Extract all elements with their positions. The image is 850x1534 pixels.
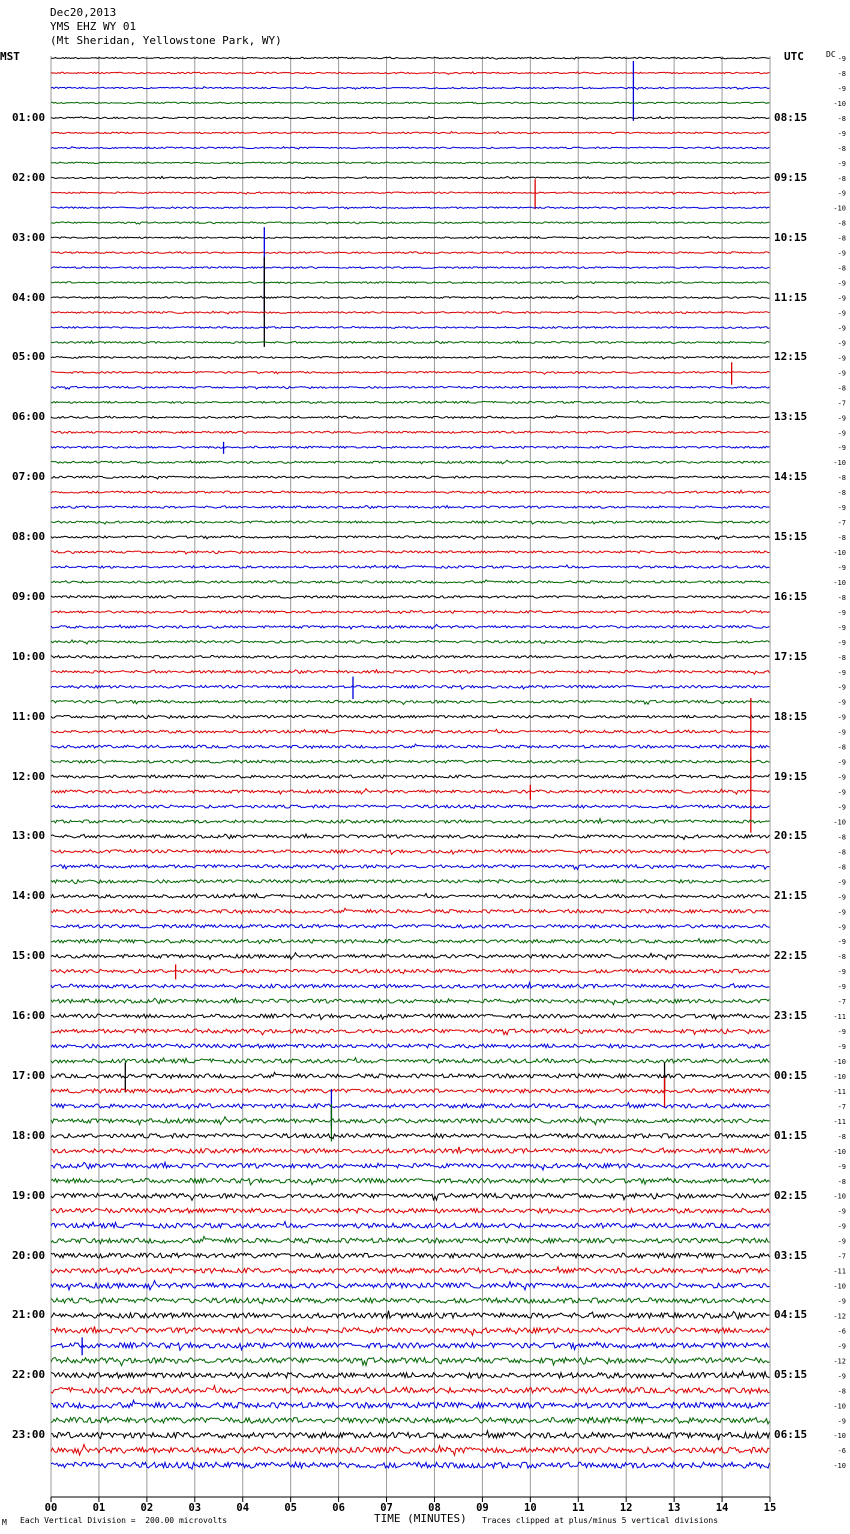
- dc-offset-20: -9: [837, 354, 846, 363]
- dc-offset-9: -9: [837, 189, 846, 198]
- dc-offset-44: -9: [837, 713, 846, 722]
- seismic-trace-20: [51, 357, 770, 360]
- seismic-trace-45: [51, 729, 770, 733]
- dc-offset-26: -9: [837, 444, 846, 453]
- dc-offset-62: -9: [837, 983, 846, 992]
- right-hour-label: 19:15: [774, 769, 808, 783]
- seismic-trace-63: [51, 998, 770, 1005]
- seismic-trace-35: [51, 580, 770, 584]
- seismic-trace-47: [51, 760, 770, 763]
- left-hour-label: 07:00: [12, 470, 46, 484]
- dc-offset-0: -9: [837, 55, 846, 63]
- dc-offset-64: -11: [833, 1013, 846, 1022]
- dc-offset-22: -8: [837, 384, 846, 393]
- dc-offset-52: -8: [837, 833, 846, 842]
- seismic-trace-25: [51, 431, 770, 433]
- seismic-trace-89: [51, 1386, 770, 1394]
- seismic-trace-72: [51, 1134, 770, 1139]
- seismic-trace-51: [51, 819, 770, 824]
- seismic-trace-14: [51, 267, 770, 269]
- dc-offset-54: -8: [837, 863, 846, 872]
- seismic-trace-58: [51, 925, 770, 929]
- right-hour-label: 22:15: [774, 949, 808, 963]
- dc-offset-90: -10: [833, 1402, 846, 1411]
- dc-offset-77: -9: [837, 1207, 846, 1216]
- x-tick-label-0: 00: [44, 1502, 58, 1514]
- scale-note: Each Vertical Division = 200.00 microvolts: [20, 1516, 228, 1525]
- seismic-trace-32: [51, 536, 770, 540]
- dc-offset-94: -10: [833, 1462, 846, 1471]
- left-hour-label: 16:00: [12, 1009, 46, 1023]
- dc-offset-79: -9: [837, 1237, 846, 1246]
- seismic-trace-12: [51, 236, 770, 238]
- right-hour-label: 04:15: [774, 1308, 808, 1322]
- seismic-trace-81: [51, 1267, 770, 1274]
- dc-offset-15: -9: [837, 279, 846, 288]
- seismic-trace-77: [51, 1208, 770, 1213]
- seismic-trace-33: [51, 551, 770, 554]
- x-axis-title: TIME (MINUTES): [374, 1512, 467, 1525]
- dc-offset-33: -10: [833, 549, 846, 558]
- seismic-trace-76: [51, 1193, 770, 1200]
- dc-offset-2: -9: [837, 84, 846, 93]
- seismic-trace-5: [51, 132, 770, 134]
- seismic-trace-53: [51, 850, 770, 855]
- left-hour-label: 11:00: [12, 709, 46, 723]
- seismic-trace-86: [51, 1342, 770, 1350]
- right-hour-label: 00:15: [774, 1068, 808, 1082]
- right-hour-label: 03:15: [774, 1248, 808, 1262]
- dc-offset-34: -9: [837, 563, 846, 572]
- seismic-trace-70: [51, 1103, 770, 1109]
- x-tick-label-14: 14: [715, 1502, 729, 1514]
- seismic-trace-56: [51, 894, 770, 899]
- right-hour-label: 21:15: [774, 889, 808, 903]
- dc-offset-76: -10: [833, 1192, 846, 1201]
- dc-offset-55: -9: [837, 878, 846, 887]
- x-tick-label-8: 08: [428, 1502, 441, 1514]
- right-hour-label: 08:15: [774, 110, 808, 124]
- right-hour-label: 18:15: [774, 709, 808, 723]
- dc-offset-8: -8: [837, 174, 846, 183]
- right-hour-label: 16:15: [774, 589, 808, 603]
- seismic-trace-28: [51, 476, 770, 479]
- dc-offset-56: -9: [837, 893, 846, 902]
- seismic-trace-22: [51, 386, 770, 389]
- left-hour-label: 04:00: [12, 290, 46, 304]
- dc-offset-31: -7: [837, 519, 846, 528]
- seismic-trace-18: [51, 327, 770, 329]
- seismic-trace-82: [51, 1281, 770, 1290]
- dc-offset-67: -10: [833, 1057, 846, 1066]
- seismic-trace-48: [51, 774, 770, 778]
- dc-offset-5: -9: [837, 129, 846, 138]
- dc-offset-50: -9: [837, 803, 846, 812]
- x-tick-label-9: 09: [476, 1502, 489, 1514]
- dc-offset-86: -9: [837, 1342, 846, 1351]
- seismic-trace-40: [51, 654, 770, 658]
- x-tick-label-6: 06: [332, 1502, 345, 1514]
- dc-offset-58: -9: [837, 923, 846, 932]
- left-hour-label: 15:00: [12, 949, 46, 963]
- right-hour-label: 14:15: [774, 470, 808, 484]
- left-hour-label: 23:00: [12, 1428, 46, 1442]
- dc-offset-59: -9: [837, 938, 846, 947]
- x-tick-label-2: 02: [140, 1502, 154, 1514]
- right-hour-label: 05:15: [774, 1368, 808, 1382]
- left-hour-label: 10:00: [12, 649, 46, 663]
- seismic-trace-87: [51, 1358, 770, 1366]
- dc-offset-24: -9: [837, 414, 846, 423]
- seismic-trace-79: [51, 1236, 770, 1243]
- dc-offset-3: -10: [833, 99, 846, 108]
- left-hour-label: 06:00: [12, 410, 46, 424]
- left-hour-label: 08:00: [12, 530, 46, 544]
- seismic-trace-10: [51, 207, 770, 210]
- seismic-trace-92: [51, 1431, 770, 1440]
- right-hour-label: 17:15: [774, 649, 808, 663]
- dc-offset-65: -9: [837, 1028, 846, 1037]
- left-hour-label: 22:00: [12, 1368, 46, 1382]
- seismic-trace-88: [51, 1371, 770, 1378]
- seismic-trace-65: [51, 1029, 770, 1035]
- dc-offset-87: -12: [833, 1357, 846, 1366]
- seismic-trace-2: [51, 87, 770, 90]
- right-hour-label: 13:15: [774, 410, 808, 424]
- dc-offset-89: -8: [837, 1387, 846, 1396]
- dc-offset-82: -10: [833, 1282, 846, 1291]
- seismic-trace-36: [51, 596, 770, 599]
- seismic-trace-15: [51, 282, 770, 284]
- seismic-trace-83: [51, 1298, 770, 1304]
- seismic-trace-64: [51, 1014, 770, 1020]
- seismic-trace-54: [51, 864, 770, 869]
- left-hour-label: 01:00: [12, 110, 46, 124]
- seismic-trace-68: [51, 1072, 770, 1078]
- seismic-trace-91: [51, 1418, 770, 1425]
- seismic-trace-19: [51, 341, 770, 344]
- dc-offset-45: -9: [837, 728, 846, 737]
- seismic-trace-75: [51, 1178, 770, 1185]
- dc-offset-29: -8: [837, 489, 846, 498]
- seismic-trace-90: [51, 1400, 770, 1408]
- dc-offset-11: -8: [837, 219, 846, 228]
- clip-note: Traces clipped at plus/minus 5 vertical divisions: [482, 1516, 719, 1525]
- left-hour-label: 05:00: [12, 350, 46, 364]
- seismic-trace-29: [51, 490, 770, 493]
- dc-offset-19: -9: [837, 339, 846, 348]
- seismic-trace-9: [51, 192, 770, 194]
- left-hour-label: 13:00: [12, 829, 46, 843]
- seismic-trace-1: [51, 72, 770, 74]
- seismic-trace-85: [51, 1326, 770, 1335]
- dc-offset-37: -9: [837, 608, 846, 617]
- seismic-trace-50: [51, 805, 770, 809]
- seismic-trace-26: [51, 446, 770, 448]
- dc-offset-4: -8: [837, 114, 846, 123]
- dc-offset-73: -10: [833, 1147, 846, 1156]
- right-hour-label: 11:15: [774, 290, 808, 304]
- seismic-trace-13: [51, 251, 770, 253]
- dc-offset-group: [833, 55, 846, 1470]
- left-hour-label: 12:00: [12, 769, 46, 783]
- dc-offset-83: -9: [837, 1297, 846, 1306]
- left-hour-label: 03:00: [12, 230, 46, 244]
- left-hour-label: 21:00: [12, 1308, 46, 1322]
- seismic-trace-61: [51, 969, 770, 973]
- dc-header-label: DC: [826, 50, 836, 59]
- x-tick-label-15: 15: [763, 1502, 777, 1514]
- seismic-trace-93: [51, 1445, 770, 1456]
- dc-offset-10: -10: [833, 204, 846, 213]
- dc-offset-6: -8: [837, 144, 846, 153]
- right-hour-label: 09:15: [774, 170, 808, 184]
- dc-offset-21: -9: [837, 369, 846, 378]
- dc-offset-13: -9: [837, 249, 846, 258]
- seismic-trace-16: [51, 296, 770, 299]
- right-hour-label: 06:15: [774, 1428, 808, 1442]
- dc-offset-32: -8: [837, 534, 846, 543]
- seismic-trace-8: [51, 176, 770, 178]
- seismic-trace-73: [51, 1147, 770, 1153]
- dc-offset-68: -10: [833, 1072, 846, 1081]
- dc-offset-63: -7: [837, 998, 846, 1007]
- seismic-trace-24: [51, 416, 770, 419]
- seismic-trace-74: [51, 1162, 770, 1170]
- dc-offset-80: -7: [837, 1252, 846, 1261]
- seismic-trace-43: [51, 700, 770, 704]
- dc-offset-53: -8: [837, 848, 846, 857]
- station-location: (Mt Sheridan, Yellowstone Park, WY): [50, 34, 282, 47]
- dc-offset-70: -7: [837, 1102, 846, 1111]
- dc-offset-39: -9: [837, 638, 846, 647]
- dc-offset-92: -10: [833, 1432, 846, 1441]
- seismic-trace-78: [51, 1222, 770, 1228]
- dc-offset-30: -9: [837, 504, 846, 513]
- x-tick-label-12: 12: [619, 1502, 633, 1514]
- seismic-trace-3: [51, 102, 770, 103]
- x-tick-label-10: 10: [524, 1502, 537, 1514]
- dc-offset-1: -8: [837, 69, 846, 78]
- dc-offset-61: -9: [837, 968, 846, 977]
- x-tick-label-1: 01: [92, 1502, 106, 1514]
- station-code: YMS EHZ WY 01: [50, 20, 137, 33]
- seismic-trace-55: [51, 880, 770, 884]
- dc-offset-42: -9: [837, 683, 846, 692]
- seismic-trace-42: [51, 685, 770, 689]
- seismic-trace-80: [51, 1253, 770, 1258]
- left-hour-label: 14:00: [12, 889, 46, 903]
- dc-offset-28: -8: [837, 474, 846, 483]
- dc-offset-12: -8: [837, 234, 846, 243]
- seismic-trace-39: [51, 640, 770, 644]
- dc-offset-75: -8: [837, 1177, 846, 1186]
- seismic-trace-49: [51, 789, 770, 795]
- plot-date: Dec20,2013: [50, 6, 117, 19]
- seismic-trace-31: [51, 521, 770, 524]
- x-tick-label-4: 04: [236, 1502, 250, 1514]
- dc-offset-69: -11: [833, 1087, 846, 1096]
- x-tick-label-11: 11: [571, 1502, 585, 1514]
- trace-group: [51, 57, 770, 1469]
- seismic-trace-59: [51, 939, 770, 944]
- dc-offset-81: -11: [833, 1267, 846, 1276]
- left-hour-label: 20:00: [12, 1248, 46, 1262]
- seismic-trace-21: [51, 371, 770, 374]
- seismic-trace-38: [51, 624, 770, 629]
- seismic-trace-44: [51, 715, 770, 719]
- right-timezone-label: UTC: [784, 50, 804, 63]
- dc-offset-36: -8: [837, 593, 846, 602]
- right-hour-label: 20:15: [774, 829, 808, 843]
- seismic-trace-66: [51, 1044, 770, 1048]
- seismic-trace-17: [51, 311, 770, 314]
- seismic-trace-52: [51, 834, 770, 839]
- dc-offset-46: -8: [837, 743, 846, 752]
- dc-offset-23: -7: [837, 399, 846, 408]
- dc-offset-16: -9: [837, 294, 846, 303]
- left-hour-label: 19:00: [12, 1188, 46, 1202]
- seismic-trace-71: [51, 1117, 770, 1125]
- corner-mark: M: [2, 1518, 7, 1527]
- seismic-trace-37: [51, 611, 770, 614]
- seismic-trace-4: [51, 117, 770, 120]
- left-hour-label: 18:00: [12, 1128, 46, 1142]
- dc-offset-57: -9: [837, 908, 846, 917]
- dc-offset-17: -9: [837, 309, 846, 318]
- dc-offset-91: -9: [837, 1417, 846, 1426]
- seismic-trace-23: [51, 401, 770, 404]
- dc-offset-71: -11: [833, 1117, 846, 1126]
- seismic-trace-41: [51, 670, 770, 674]
- dc-offset-35: -10: [833, 578, 846, 587]
- dc-offset-85: -6: [837, 1327, 846, 1336]
- right-hour-label: 02:15: [774, 1188, 808, 1202]
- x-tick-label-7: 07: [380, 1502, 393, 1514]
- dc-offset-49: -9: [837, 788, 846, 797]
- dc-offset-84: -12: [833, 1312, 846, 1321]
- dc-offset-72: -8: [837, 1132, 846, 1141]
- dc-offset-40: -8: [837, 653, 846, 662]
- dc-offset-51: -10: [833, 818, 846, 827]
- left-hour-label: 09:00: [12, 589, 46, 603]
- seismic-trace-11: [51, 222, 770, 224]
- seismic-trace-0: [51, 57, 770, 59]
- seismic-trace-6: [51, 147, 770, 149]
- x-tick-label-3: 03: [188, 1502, 202, 1514]
- left-timezone-label: MST: [0, 50, 20, 63]
- right-hour-label: 23:15: [774, 1009, 808, 1023]
- x-tick-label-13: 13: [667, 1502, 681, 1514]
- right-hour-label: 10:15: [774, 230, 808, 244]
- right-hour-label: 15:15: [774, 530, 808, 544]
- seismic-trace-84: [51, 1311, 770, 1319]
- dc-offset-25: -9: [837, 429, 846, 438]
- dc-offset-43: -9: [837, 698, 846, 707]
- dc-offset-74: -9: [837, 1162, 846, 1171]
- seismic-trace-34: [51, 565, 770, 568]
- dc-offset-60: -8: [837, 953, 846, 962]
- dc-offset-78: -9: [837, 1222, 846, 1231]
- dc-offset-18: -9: [837, 324, 846, 333]
- left-hour-label: 02:00: [12, 170, 46, 184]
- seismic-trace-67: [51, 1058, 770, 1063]
- seismic-trace-62: [51, 983, 770, 989]
- seismic-trace-30: [51, 506, 770, 509]
- right-hour-label: 12:15: [774, 350, 808, 364]
- seismic-trace-69: [51, 1089, 770, 1093]
- dc-offset-47: -9: [837, 758, 846, 767]
- seismic-trace-27: [51, 460, 770, 464]
- dc-offset-27: -10: [833, 459, 846, 468]
- dc-offset-38: -9: [837, 623, 846, 632]
- dc-offset-93: -6: [837, 1447, 846, 1456]
- dc-offset-41: -9: [837, 668, 846, 677]
- dc-offset-14: -8: [837, 264, 846, 273]
- seismic-trace-46: [51, 744, 770, 748]
- right-hour-label: 01:15: [774, 1128, 808, 1142]
- seismic-trace-60: [51, 953, 770, 960]
- seismic-trace-57: [51, 908, 770, 913]
- seismic-trace-7: [51, 162, 770, 163]
- left-hour-label: 17:00: [12, 1068, 46, 1082]
- dc-offset-88: -9: [837, 1372, 846, 1381]
- dc-offset-66: -9: [837, 1043, 846, 1052]
- dc-offset-7: -9: [837, 159, 846, 168]
- seismic-trace-94: [51, 1462, 770, 1469]
- dc-offset-48: -9: [837, 773, 846, 782]
- x-tick-label-5: 05: [284, 1502, 297, 1514]
